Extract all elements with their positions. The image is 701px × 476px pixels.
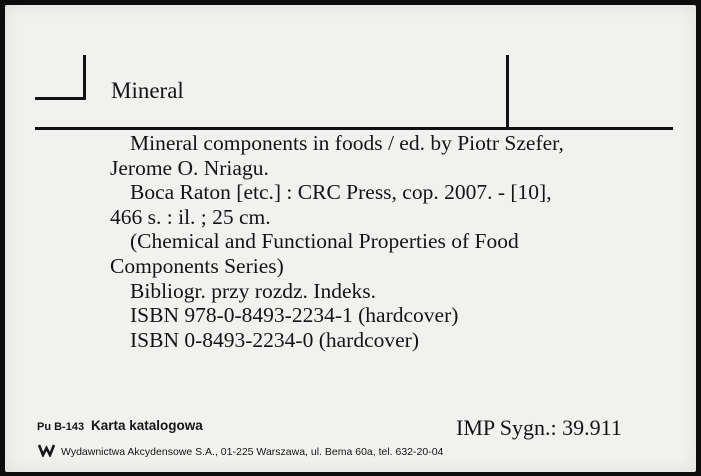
entry-notes: Bibliogr. przy rozdz. Indeks. [130, 278, 377, 303]
entry-title-line: Mineral components in foods / ed. by Piotr Szefer, [130, 131, 564, 155]
heading-corner-mark-base [35, 97, 86, 100]
form-title: Karta katalogowa [91, 418, 203, 433]
heading-rule [35, 127, 673, 130]
publisher-info: Wydawnictwa Akcydensowe S.A., 01-225 Warszawa, ul. Bema 60a, tel. 632-20-04 [61, 446, 444, 458]
heading-corner-mark [83, 55, 86, 99]
entry-series-line: (Chemical and Functional Properties of Food [130, 229, 519, 254]
entry-isbn-10: ISBN 0-8493-2234-0 (hardcover) [130, 327, 419, 352]
entry-isbn-13: ISBN 978-0-8493-2234-1 (hardcover) [130, 303, 459, 328]
form-code: Pu B-143 [37, 421, 85, 433]
entry-physical-description: 466 s. : il. ; 25 cm. [110, 204, 271, 229]
bibliographic-entry [110, 131, 564, 352]
catalog-card [5, 5, 696, 472]
subject-heading: Mineral [111, 78, 184, 103]
publisher-logo-icon [38, 443, 55, 457]
heading-divider [506, 55, 509, 129]
entry-publication-line: Boca Raton [etc.] : CRC Press, cop. 2007. - [10], [130, 180, 552, 205]
call-number: IMP Sygn.: 39.911 [456, 415, 622, 440]
entry-series-line-cont: Components Series) [110, 253, 284, 278]
entry-title-line-cont: Jerome O. Nriagu. [110, 155, 269, 180]
